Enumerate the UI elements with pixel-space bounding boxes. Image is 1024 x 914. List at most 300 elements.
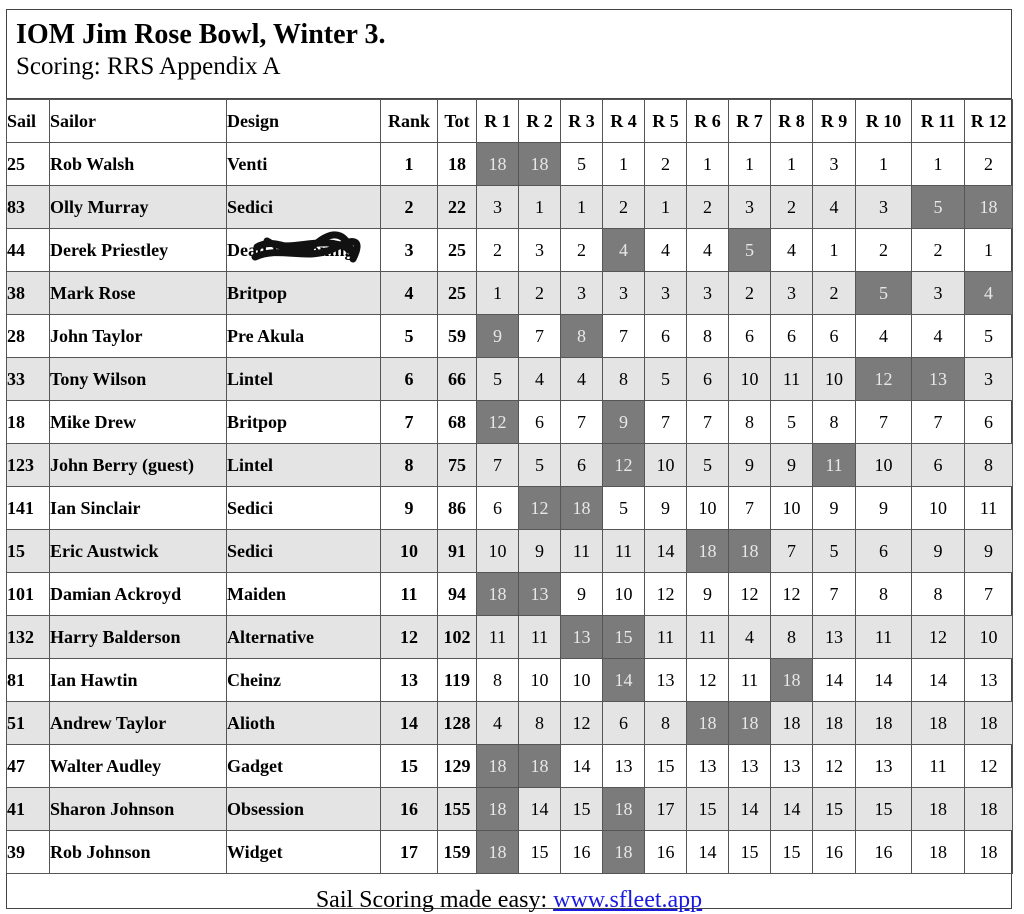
total-points: 159 — [438, 831, 477, 874]
race-score: 2 — [771, 186, 813, 229]
race-score: 8 — [813, 401, 856, 444]
race-score: 2 — [477, 229, 519, 272]
sailor-name: Walter Audley — [50, 745, 227, 788]
race-score: 4 — [856, 315, 912, 358]
race-score: 4 — [912, 315, 965, 358]
table-row — [7, 186, 1013, 229]
discarded-race-score: 9 — [477, 315, 519, 358]
race-score: 6 — [912, 444, 965, 487]
rank: 13 — [381, 659, 438, 702]
race-score: 5 — [561, 143, 603, 186]
table-row — [7, 616, 1013, 659]
race-score: 11 — [912, 745, 965, 788]
race-score: 1 — [813, 229, 856, 272]
sail-number: 41 — [7, 788, 50, 831]
total-points: 68 — [438, 401, 477, 444]
sailor-name: Mark Rose — [50, 272, 227, 315]
race-score: 14 — [856, 659, 912, 702]
race-score: 2 — [965, 143, 1013, 186]
race-score: 9 — [912, 530, 965, 573]
rank: 8 — [381, 444, 438, 487]
race-score: 3 — [912, 272, 965, 315]
sail-number: 123 — [7, 444, 50, 487]
race-score: 7 — [856, 401, 912, 444]
race-score: 15 — [813, 788, 856, 831]
total-points: 119 — [438, 659, 477, 702]
race-score: 13 — [771, 745, 813, 788]
race-score: 11 — [645, 616, 687, 659]
table-row — [7, 831, 1013, 874]
column-header: Design — [227, 100, 381, 143]
sail-number: 39 — [7, 831, 50, 874]
sailor-name: Andrew Taylor — [50, 702, 227, 745]
boat-design: Venti — [227, 143, 381, 186]
race-score: 11 — [561, 530, 603, 573]
sailor-name: Ian Sinclair — [50, 487, 227, 530]
column-header: R 10 — [856, 100, 912, 143]
race-score: 8 — [519, 702, 561, 745]
race-score: 6 — [519, 401, 561, 444]
race-score: 15 — [856, 788, 912, 831]
race-score: 8 — [477, 659, 519, 702]
discarded-race-score: 12 — [519, 487, 561, 530]
race-score: 18 — [912, 831, 965, 874]
column-header: R 3 — [561, 100, 603, 143]
race-score: 12 — [729, 573, 771, 616]
race-score: 4 — [771, 229, 813, 272]
race-score: 9 — [771, 444, 813, 487]
race-score: 15 — [561, 788, 603, 831]
rank: 4 — [381, 272, 438, 315]
race-score: 5 — [771, 401, 813, 444]
race-score: 8 — [729, 401, 771, 444]
table-row — [7, 444, 1013, 487]
total-points: 91 — [438, 530, 477, 573]
column-header: R 4 — [603, 100, 645, 143]
race-score: 5 — [965, 315, 1013, 358]
discarded-race-score: 13 — [519, 573, 561, 616]
sailor-name: Derek Priestley — [50, 229, 227, 272]
race-score: 6 — [687, 358, 729, 401]
race-score: 6 — [561, 444, 603, 487]
race-score: 4 — [519, 358, 561, 401]
discarded-race-score: 4 — [965, 272, 1013, 315]
race-score: 10 — [771, 487, 813, 530]
race-score: 12 — [645, 573, 687, 616]
sail-number: 28 — [7, 315, 50, 358]
race-score: 15 — [771, 831, 813, 874]
column-header: Sail — [7, 100, 50, 143]
race-score: 18 — [965, 831, 1013, 874]
discarded-race-score: 18 — [561, 487, 603, 530]
discarded-race-score: 18 — [771, 659, 813, 702]
race-score: 4 — [477, 702, 519, 745]
column-header: R 9 — [813, 100, 856, 143]
race-score: 2 — [813, 272, 856, 315]
race-score: 1 — [477, 272, 519, 315]
table-row — [7, 143, 1013, 186]
race-score: 7 — [813, 573, 856, 616]
race-score: 13 — [645, 659, 687, 702]
table-row — [7, 530, 1013, 573]
race-score: 4 — [813, 186, 856, 229]
sailor-name: Rob Johnson — [50, 831, 227, 874]
race-score: 2 — [519, 272, 561, 315]
rank: 6 — [381, 358, 438, 401]
table-header-row — [7, 100, 1013, 143]
column-header: R 12 — [965, 100, 1013, 143]
discarded-race-score: 18 — [477, 573, 519, 616]
table-row — [7, 788, 1013, 831]
total-points: 155 — [438, 788, 477, 831]
discarded-race-score: 11 — [813, 444, 856, 487]
race-score: 10 — [645, 444, 687, 487]
race-score: 1 — [771, 143, 813, 186]
boat-design: Alternative — [227, 616, 381, 659]
discarded-race-score: 9 — [603, 401, 645, 444]
race-score: 6 — [771, 315, 813, 358]
sailor-name: Olly Murray — [50, 186, 227, 229]
race-score: 5 — [603, 487, 645, 530]
race-score: 3 — [645, 272, 687, 315]
discarded-race-score: 18 — [477, 143, 519, 186]
race-score: 10 — [687, 487, 729, 530]
race-score: 2 — [912, 229, 965, 272]
race-score: 11 — [603, 530, 645, 573]
table-row — [7, 702, 1013, 745]
race-score: 1 — [856, 143, 912, 186]
discarded-race-score: 18 — [729, 702, 771, 745]
rank: 17 — [381, 831, 438, 874]
column-header: R 2 — [519, 100, 561, 143]
discarded-race-score: 18 — [603, 788, 645, 831]
race-score: 3 — [771, 272, 813, 315]
footer — [7, 874, 1011, 914]
rank: 11 — [381, 573, 438, 616]
rank: 9 — [381, 487, 438, 530]
race-score: 13 — [965, 659, 1013, 702]
discarded-race-score: 15 — [603, 616, 645, 659]
discarded-race-score: 5 — [912, 186, 965, 229]
race-score: 3 — [856, 186, 912, 229]
race-score: 11 — [856, 616, 912, 659]
race-score: 8 — [965, 444, 1013, 487]
discarded-race-score: 18 — [965, 186, 1013, 229]
rank: 16 — [381, 788, 438, 831]
sheet-header — [7, 10, 1011, 99]
race-score: 4 — [645, 229, 687, 272]
race-score: 10 — [603, 573, 645, 616]
table-body — [7, 143, 1013, 874]
race-score: 3 — [477, 186, 519, 229]
discarded-race-score: 13 — [912, 358, 965, 401]
race-score: 1 — [729, 143, 771, 186]
race-score: 7 — [729, 487, 771, 530]
boat-design: Alioth — [227, 702, 381, 745]
discarded-race-score: 8 — [561, 315, 603, 358]
sailor-name: Damian Ackroyd — [50, 573, 227, 616]
race-score: 3 — [687, 272, 729, 315]
race-score: 1 — [603, 143, 645, 186]
race-score: 10 — [912, 487, 965, 530]
discarded-race-score: 14 — [603, 659, 645, 702]
race-score: 14 — [729, 788, 771, 831]
race-score: 13 — [687, 745, 729, 788]
column-header: R 5 — [645, 100, 687, 143]
race-score: 18 — [912, 788, 965, 831]
race-score: 18 — [912, 702, 965, 745]
race-score: 8 — [687, 315, 729, 358]
table-row — [7, 229, 1013, 272]
race-score: 3 — [561, 272, 603, 315]
sailor-name: Sharon Johnson — [50, 788, 227, 831]
race-score: 18 — [856, 702, 912, 745]
race-score: 13 — [856, 745, 912, 788]
race-score: 10 — [965, 616, 1013, 659]
discarded-race-score: 18 — [477, 788, 519, 831]
total-points: 75 — [438, 444, 477, 487]
discarded-race-score: 18 — [729, 530, 771, 573]
race-score: 4 — [561, 358, 603, 401]
race-score: 6 — [645, 315, 687, 358]
race-score: 2 — [645, 143, 687, 186]
boat-design: Sedici — [227, 530, 381, 573]
race-score: 8 — [603, 358, 645, 401]
race-score: 14 — [771, 788, 813, 831]
column-header: Sailor — [50, 100, 227, 143]
race-score: 16 — [856, 831, 912, 874]
page-title: IOM Jim Rose Bowl, Winter 3. — [16, 19, 386, 50]
column-header: Tot — [438, 100, 477, 143]
race-score: 6 — [965, 401, 1013, 444]
sailor-name: John Taylor — [50, 315, 227, 358]
discarded-race-score: 5 — [729, 229, 771, 272]
race-score: 7 — [477, 444, 519, 487]
race-score: 12 — [813, 745, 856, 788]
sail-number: 18 — [7, 401, 50, 444]
race-score: 11 — [687, 616, 729, 659]
table-row — [7, 487, 1013, 530]
total-points: 66 — [438, 358, 477, 401]
race-score: 1 — [965, 229, 1013, 272]
rank: 2 — [381, 186, 438, 229]
race-score: 18 — [813, 702, 856, 745]
race-score: 16 — [645, 831, 687, 874]
race-score: 6 — [477, 487, 519, 530]
sail-number: 38 — [7, 272, 50, 315]
rank: 12 — [381, 616, 438, 659]
race-score: 8 — [645, 702, 687, 745]
column-header: R 11 — [912, 100, 965, 143]
race-score: 6 — [813, 315, 856, 358]
race-score: 11 — [519, 616, 561, 659]
race-score: 18 — [771, 702, 813, 745]
race-score: 9 — [856, 487, 912, 530]
race-score: 1 — [519, 186, 561, 229]
race-score: 14 — [687, 831, 729, 874]
rank: 14 — [381, 702, 438, 745]
race-score: 10 — [477, 530, 519, 573]
race-score: 9 — [519, 530, 561, 573]
race-score: 12 — [965, 745, 1013, 788]
race-score: 15 — [687, 788, 729, 831]
race-score: 6 — [603, 702, 645, 745]
race-score: 18 — [965, 702, 1013, 745]
discarded-race-score: 18 — [519, 745, 561, 788]
race-score: 12 — [687, 659, 729, 702]
race-score: 5 — [645, 358, 687, 401]
boat-design: Britpop — [227, 401, 381, 444]
boat-design: Pre Akula — [227, 315, 381, 358]
race-score: 5 — [813, 530, 856, 573]
rank: 5 — [381, 315, 438, 358]
results-table — [6, 99, 1013, 874]
rank: 1 — [381, 143, 438, 186]
race-score: 18 — [965, 788, 1013, 831]
table-row — [7, 272, 1013, 315]
column-header: R 1 — [477, 100, 519, 143]
sail-number: 47 — [7, 745, 50, 788]
total-points: 86 — [438, 487, 477, 530]
race-score: 7 — [603, 315, 645, 358]
race-score: 7 — [561, 401, 603, 444]
boat-design: Obsession — [227, 788, 381, 831]
redaction-scribble — [227, 229, 377, 271]
race-score: 1 — [561, 186, 603, 229]
table-row — [7, 659, 1013, 702]
race-score: 11 — [477, 616, 519, 659]
race-score: 7 — [519, 315, 561, 358]
total-points: 59 — [438, 315, 477, 358]
rank: 10 — [381, 530, 438, 573]
sailor-name: Rob Walsh — [50, 143, 227, 186]
race-score: 3 — [965, 358, 1013, 401]
sail-number: 44 — [7, 229, 50, 272]
race-score: 4 — [687, 229, 729, 272]
discarded-race-score: 18 — [519, 143, 561, 186]
discarded-race-score: 13 — [561, 616, 603, 659]
column-header: R 7 — [729, 100, 771, 143]
results-sheet — [6, 9, 1012, 913]
race-score: 7 — [912, 401, 965, 444]
table-row — [7, 745, 1013, 788]
sail-number: 101 — [7, 573, 50, 616]
race-score: 12 — [771, 573, 813, 616]
race-score: 8 — [912, 573, 965, 616]
race-score: 12 — [561, 702, 603, 745]
race-score: 14 — [519, 788, 561, 831]
race-score: 12 — [912, 616, 965, 659]
footer-text: Sail Scoring made easy: — [315, 887, 554, 913]
race-score: 9 — [729, 444, 771, 487]
race-score: 1 — [912, 143, 965, 186]
race-score: 14 — [912, 659, 965, 702]
race-score: 1 — [687, 143, 729, 186]
sail-number: 51 — [7, 702, 50, 745]
race-score: 7 — [965, 573, 1013, 616]
table-row — [7, 358, 1013, 401]
race-score: 15 — [729, 831, 771, 874]
scoring-system: Scoring: RRS Appendix A — [16, 53, 281, 80]
race-score: 16 — [561, 831, 603, 874]
discarded-race-score: 12 — [477, 401, 519, 444]
sail-number: 15 — [7, 530, 50, 573]
sailor-name: Ian Hawtin — [50, 659, 227, 702]
race-score: 6 — [856, 530, 912, 573]
sailor-name: Harry Balderson — [50, 616, 227, 659]
total-points: 129 — [438, 745, 477, 788]
sail-number: 81 — [7, 659, 50, 702]
race-score: 15 — [519, 831, 561, 874]
total-points: 18 — [438, 143, 477, 186]
race-score: 2 — [603, 186, 645, 229]
total-points: 128 — [438, 702, 477, 745]
boat-design: Cheinz — [227, 659, 381, 702]
race-score: 11 — [729, 659, 771, 702]
total-points: 94 — [438, 573, 477, 616]
race-score: 8 — [856, 573, 912, 616]
race-score: 9 — [687, 573, 729, 616]
race-score: 9 — [645, 487, 687, 530]
race-score: 9 — [561, 573, 603, 616]
race-score: 9 — [813, 487, 856, 530]
race-score: 10 — [813, 358, 856, 401]
sail-number: 33 — [7, 358, 50, 401]
boat-design: Maiden — [227, 573, 381, 616]
race-score: 11 — [965, 487, 1013, 530]
race-score: 9 — [965, 530, 1013, 573]
sail-number: 25 — [7, 143, 50, 186]
race-score: 13 — [603, 745, 645, 788]
table-row — [7, 315, 1013, 358]
race-score: 15 — [645, 745, 687, 788]
boat-design: Gadget — [227, 745, 381, 788]
race-score: 8 — [771, 616, 813, 659]
footer-link[interactable]: www.sfleet.app — [553, 887, 703, 913]
race-score: 5 — [687, 444, 729, 487]
race-score: 4 — [729, 616, 771, 659]
column-header: Rank — [381, 100, 438, 143]
rank: 7 — [381, 401, 438, 444]
race-score: 3 — [519, 229, 561, 272]
race-score: 10 — [729, 358, 771, 401]
race-score: 2 — [856, 229, 912, 272]
race-score: 3 — [813, 143, 856, 186]
total-points: 25 — [438, 229, 477, 272]
sail-number: 83 — [7, 186, 50, 229]
race-score: 10 — [561, 659, 603, 702]
column-header: R 6 — [687, 100, 729, 143]
discarded-race-score: 4 — [603, 229, 645, 272]
race-score: 3 — [603, 272, 645, 315]
rank: 3 — [381, 229, 438, 272]
race-score: 5 — [477, 358, 519, 401]
discarded-race-score: 18 — [603, 831, 645, 874]
race-score: 13 — [813, 616, 856, 659]
discarded-race-score: 18 — [477, 831, 519, 874]
race-score: 2 — [561, 229, 603, 272]
boat-design: Lintel — [227, 358, 381, 401]
sailor-name: John Berry (guest) — [50, 444, 227, 487]
boat-design: Britpop — [227, 272, 381, 315]
boat-design: Widget — [227, 831, 381, 874]
race-score: 2 — [729, 272, 771, 315]
discarded-race-score: 5 — [856, 272, 912, 315]
race-score: 13 — [729, 745, 771, 788]
race-score: 5 — [519, 444, 561, 487]
race-score: 14 — [645, 530, 687, 573]
race-score: 10 — [856, 444, 912, 487]
